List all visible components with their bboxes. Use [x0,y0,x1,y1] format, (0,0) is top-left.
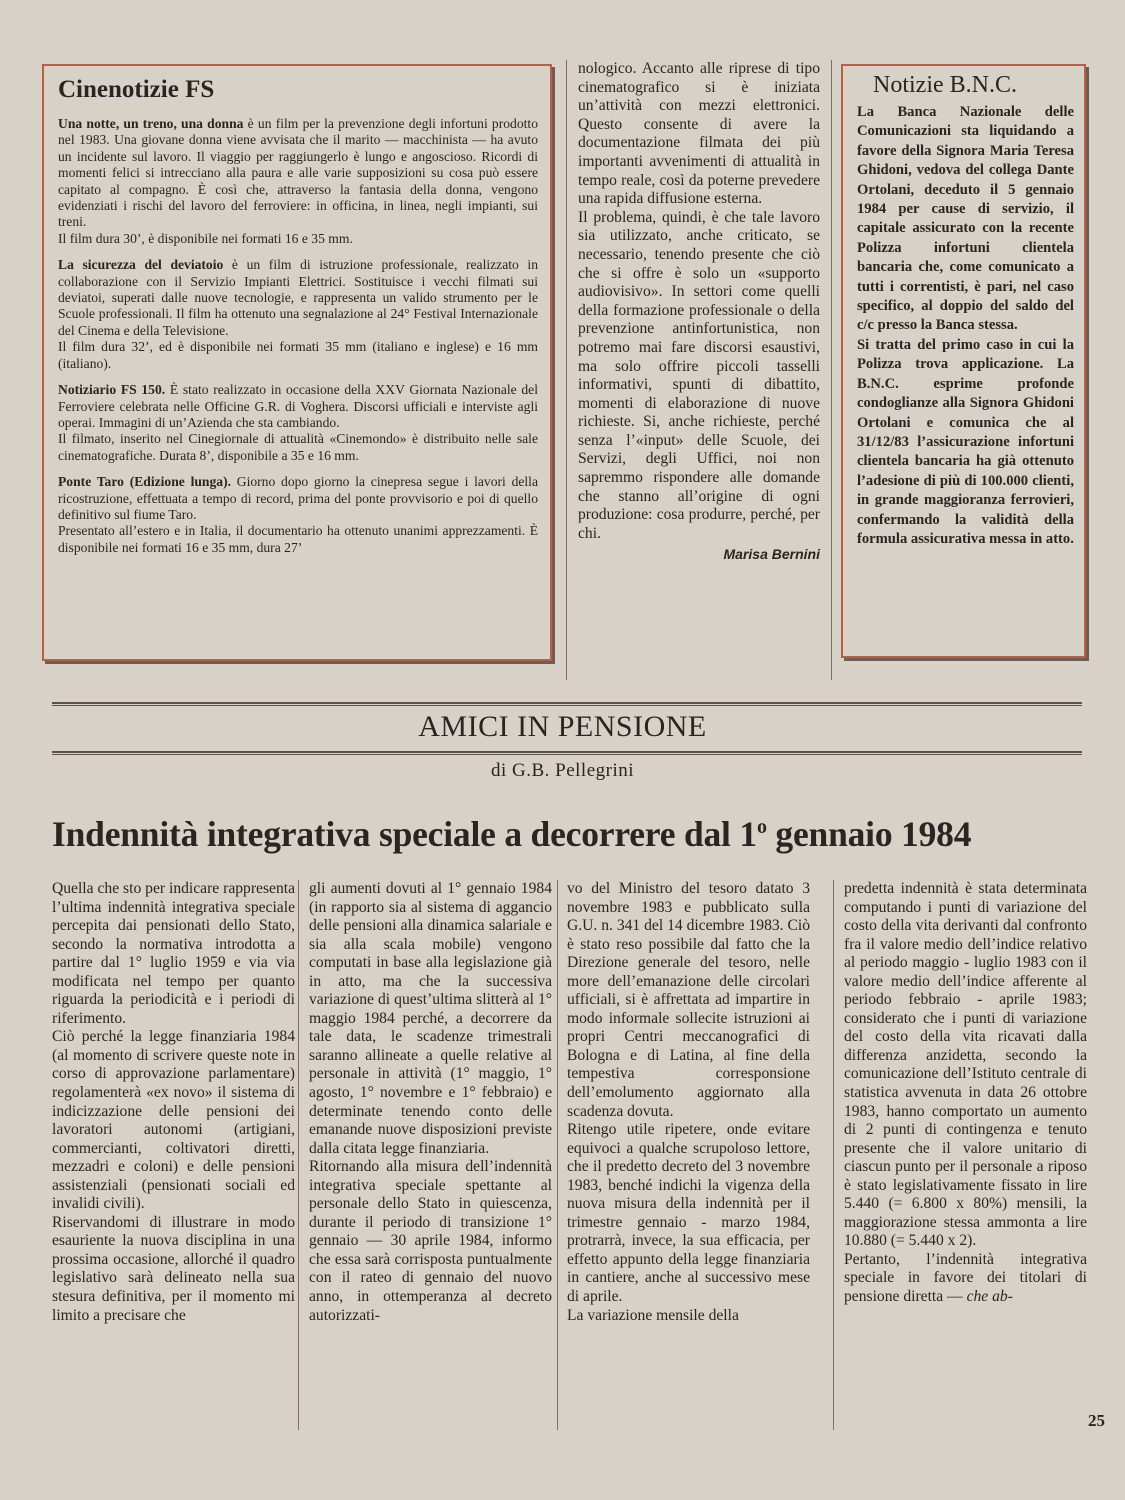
section-title: AMICI IN PENSIONE [418,710,707,743]
page-number: 25 [1088,1411,1105,1430]
cinenotizie-box [42,64,552,661]
column-rule [833,880,834,1430]
paragraph: La variazione mensile della [567,1306,739,1324]
article-headline [52,813,1092,855]
item-text: Giorno dopo giorno la cinepresa segue i lavori della ricostruzione, effettuata a tempo di record, prima del ponte provvisorio e poi di quello definitivo sul fiume Taro. [58,474,538,522]
paragraph: Si tratta del primo caso in cui la Polizza trova applicazione. La B.N.C. esprime profonde condoglianze alla Signora Ghidoni Ortolani e comunica che al 31/12/83 l’assicurazione infortuni clientela bancaria ha già ottenuto l’adesione di più di 100.000 clienti, in grande maggioranza ferrovieri, confermando la validità della formula assicurativa messa in atto. [857,336,1074,547]
cinenotizie-title: Cinenotizie FS [58,76,215,103]
bnc-body [857,103,1074,549]
item-text: è un film di istruzione professionale, realizzato in collaborazione con il Servizio Impianti Elettrici. Sostituisce i vecchi filmati sui deviatoi, superati dalle nuove tecnologie, e rappresenta un valido strumento per le Scuole professionali. Il film ha ottenuto una segnalazione al 24° Festival Internazionale del Cinema e della Televisione. [58,257,539,338]
article-column-4 [844,880,1087,1307]
item-lead: Notiziario FS 150. [58,382,166,398]
column-rule [566,60,567,680]
paragraph: predetta indennità è stata determinata computando i punti di variazione del costo della vita derivanti dal confronto fra il valore medio dell’indice relativo al periodo maggio - luglio 1983 con il valore medio dell’indice afferente al periodo febbraio - aprile 1983; considerato che i punti di variazione del costo della vita ricavati dalla differenza anzidetta, secondo la comunicazione dell’Istituto centrale di statistica avvenuta in data 26 ottobre 1983, hanno comportato un aumento di 2 punti di contingenza e tenuto presente che il valore unitario di ciascun punto per il personale a riposo è stato legislativamente fissato in lire 5.440 (= 6.800 x 80%) mensili, la maggiorazione stessa ammonta a lire 10.880 (= 5.440 x 2). [844,880,1087,1250]
article-column-1 [52,880,295,1325]
section-rule-bottom-thin [52,754,1082,755]
item-text: è un film per la prevenzione degli infortuni prodotto nel 1983. Una giovane donna viene avvisata che il marito — macchinista — ha avuto un incidente sul lavoro. Il viaggio per raggiungerlo è lungo e angoscioso. Ricordi di momenti felici si intrecciano alla paura e alle varie supposizioni su cosa può essere capitato al compagno. È così che, attraverso la fantasia della donna, vengono evidenziati i rischi del lavoro del ferroviere: in officina, in linea, negli impianti, sui treni. [58,116,538,230]
item-lead: La sicurezza del deviatoio [58,257,224,273]
paragraph: Il problema, quindi, è che tale lavoro sia utilizzato, anche criticato, se necessario, tenendo presente che ciò che si offre è solo un «supporto audiovisivo». In settori come quelli della formazione professionale o della prevenzione antinfortunistica, non potremo mai fare discorsi esaustivi, ma solo offrire piccoli tasselli informativi, spunti di dibattito, momenti di elaborazione di nuove richieste. Si, anche richieste, perché senza l’«input» delle Scuole, dei Servizi, degli Uffici, noi non sapremmo rispondere alle domande che stanno all’origine di ogni produzione: cosa produrre, perché, per chi. [578,208,820,542]
cinenotizie-item [58,382,538,464]
item-text2: Il film dura 30’, è disponibile nei formati 16 e 35 mm. [58,230,353,246]
paragraph: La Banca Nazionale delle Comunicazioni sta liquidando a favore della Signora Maria Teresa Ghidoni, vedova del collega Dante Ortolani, deceduto il 5 gennaio 1984 per cause di servizio, il capitale assicurato con la recente Polizza infortuni clientela bancaria che, come comunicato a tutti i correntisti, è pari, nel caso specifico, al doppio del saldo del c/c presso la Banca stessa. [857,104,1074,334]
middle-column [578,60,820,564]
headline-text-end: gennaio 1984 [766,814,972,854]
bnc-title: Notizie B.N.C. [873,72,1017,98]
paragraph: Quella che sto per indicare rappresenta l’ultima indennità integrativa speciale percepita dai pensionati dello Stato, secondo la normativa introdotta a partire dal 1° luglio 1959 e via via modificata nel tempo per quanto riguarda la periodicità e i periodi di riferimento. [52,880,295,1027]
headline-text: Indennità integrativa speciale a decorrere dal 1 [52,814,757,854]
paragraph: Riservandomi di illustrare in modo esauriente la nuova disciplina in una prossima occasione, allorché il quadro legislativo sarà delineato nella sua stesura definitiva, per il momento mi limito a precisare che [52,1213,295,1324]
paragraph: Ciò perché la legge finanziaria 1984 (al momento di scrivere queste note in corso di approvazione parlamentare) regolamenterà «ex novo» il sistema di indicizzazione delle pensioni dei lavoratori autonomi (artigiani, commercianti, coltivatori diretti, mezzadri e coloni) e delle pensioni assistenziali (pensionati sociali ed invalidi civili). [52,1028,295,1213]
paragraph: Ritengo utile ripetere, onde evitare equivoci a qualche scrupoloso lettore, che il predetto decreto del 3 novembre 1983, benché indichi la vigenza della nuova misura della indennità per il trimestre gennaio - marzo 1984, protrarrà, invece, la sua efficacia, per effetto appunto della legge finanziaria in cantiere, anche al successivo mese di aprile. [567,1121,810,1306]
paragraph: Ritornando alla misura dell’indennità integrativa speciale spettante al personale dello Stato in quiescenza, durante il periodo di transizione 1° gennaio — 30 aprile 1984, informo che essa sarà corrisposta puntualmente con il rateo di gennaio del nuovo anno, in ottemperanza al decreto autorizzati- [309,1158,552,1324]
section-rule-top-thin [52,705,1082,706]
bnc-box [841,64,1086,658]
column-rule [831,60,832,680]
cinenotizie-item [58,116,538,247]
item-text: È stato realizzato in occasione della XXV Giornata Nazionale del Ferroviere celebrata nelle Officine G.R. di Voghera. Discorsi ufficiali e interviste agli operai. Immagini di un’Azienda che sta cambiando. [58,382,538,430]
author-signature: Marisa Bernini [723,546,820,563]
item-text2: Presentato all’estero e in Italia, il documentario ha ottenuto unanimi apprezzamenti. È disponibile nei formati 16 e 35 mm, dura 27’ [58,523,538,555]
byline: di G.B. Pellegrini [490,760,635,781]
column-rule [298,880,299,1430]
item-text2: Il film dura 32’, ed è disponibile nei formati 35 mm (italiano e inglese) e 16 mm (italiano). [58,339,538,371]
paragraph: nologico. Accanto alle riprese di tipo cinematografico si è iniziata un’attività con mezzi elettronici. Questo consente di avere la documentazione filmata dei più importanti avvenimenti di attualità in tempo reale, così da poterne prevedere una rapida diffusione esterna. [578,60,820,208]
paragraph-text: Pertanto, l’indennità integrativa speciale in favore dei titolari di pensione diretta — [844,1250,1087,1306]
article-column-3 [567,880,810,1325]
paragraph: gli aumenti dovuti al 1° gennaio 1984 (in rapporto sia al sistema di aggancio delle pensioni alla dinamica salariale e sia alla scala mobile) vengono computati in base alla legislazione già in atto, ma che la successiva variazione di quest’ultima slitterà al 1° maggio 1984 perché, a decorrere da tale data, le scadenze trimestrali saranno allineate a quelle relative al personale in attività (1° maggio, 1° agosto, 1° novembre e 1° febbraio) e determinate tenendo conto delle emanande nuove disposizioni previste dalla citata legge finanziaria. [309,880,552,1157]
cinenotizie-item [58,257,538,372]
headline-superscript: o [756,816,767,839]
section-rule-bottom [52,751,1082,753]
item-lead: Ponte Taro (Edizione lunga). [58,474,231,490]
item-lead: Una notte, un treno, una donna [58,116,244,131]
cinenotizie-item [58,474,538,556]
paragraph [844,1251,1087,1307]
article-column-2 [309,880,552,1325]
column-rule [557,880,558,1430]
paragraph: vo del Ministro del tesoro datato 3 novembre 1983 e pubblicato sulla G.U. n. 341 del 14 dicembre 1983. Ciò è stato reso possibile dal fatto che la Direzione generale del tesoro, nelle more dell’emanazione delle circolari ufficiali, si è affrettata ad impartire in modo informale sollecite istruzioni ai propri Centri meccanografici di Bologna e di Latina, al fine della tempestiva corresponsione dell’emolumento aggiornato alla scadenza dovuta. [567,880,810,1120]
italic-text: che ab- [966,1288,1013,1306]
item-text2: Il filmato, inserito nel Cinegiornale di attualità «Cinemondo» è distribuito nelle sale cinematografiche. Durata 8’, disponibile a 35 e 16 mm. [58,431,538,463]
section-rule-top [52,702,1082,704]
